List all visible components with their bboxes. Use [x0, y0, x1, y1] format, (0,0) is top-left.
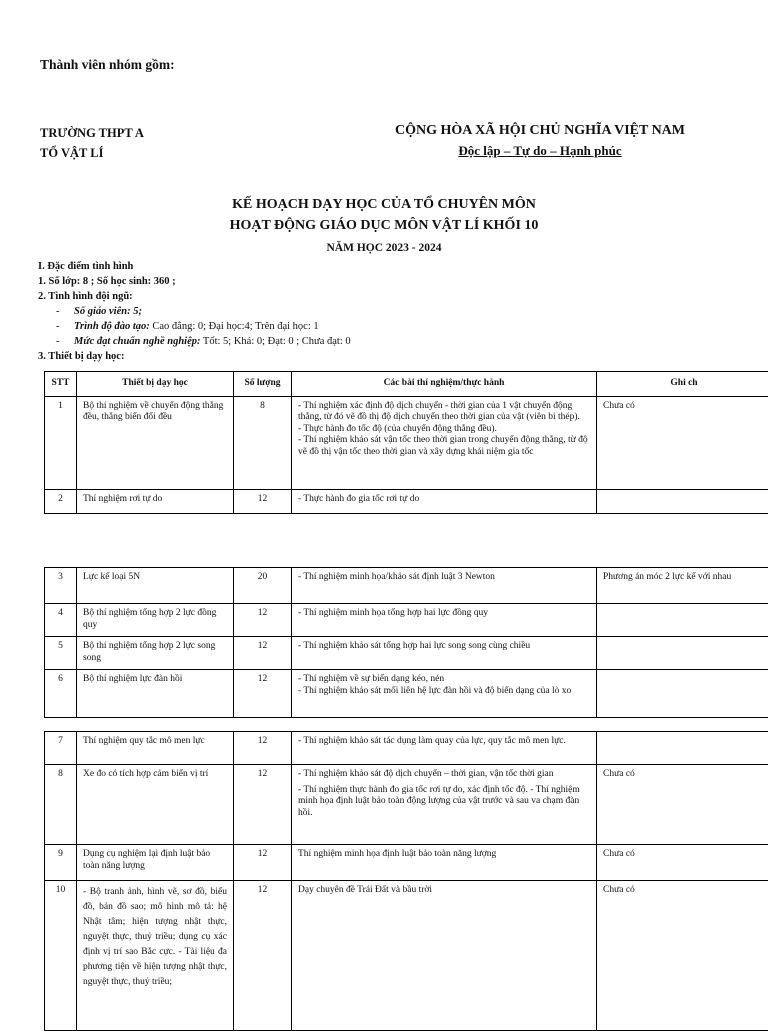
school-block	[40, 123, 144, 163]
class-count: 1. Số lớp: 8 ; Số học sinh: 360 ;	[38, 275, 351, 290]
table-row: 9 Dụng cụ nghiệm lại định luật bảo toàn năng lượng 12 Thí nghiệm minh họa định luật bảo toàn năng lượng Chưa có	[45, 845, 768, 881]
table-row: 10 - Bộ tranh ảnh, hình vẽ, sơ đồ, biểu đồ, bản đồ sao; mô hình mô tả: hệ Nhật tâm; hiện tượng nhật thực, nguyệt thực, thuỷ triều; dụng cụ xác định vị trí sao Bắc cực. - Tài liệu đa phương tiện về hiện tượng nhật thực, nguyệt thực, thuỷ triều; 12 Dạy chuyên đề Trái Đất và bầu trời Chưa có	[45, 881, 768, 1031]
equipment-table-part-1	[44, 371, 768, 514]
members-label: Thành viên nhóm gồm:	[40, 57, 175, 73]
teacher-count: - Số giáo viên: 5;	[38, 305, 351, 320]
nation-title: CỘNG HÒA XÃ HỘI CHỦ NGHĨA VIỆT NAM	[370, 121, 710, 141]
table-row: 2 Thí nghiệm rơi tự do 12 - Thực hành đo gia tốc rơi tự do	[45, 489, 768, 513]
header-stt: STT	[45, 372, 77, 397]
table-row: 1 Bộ thí nghiệm về chuyển động thẳng đều, thẳng biến đổi đều 8 - Thí nghiệm xác định độ dịch chuyển - thời gian của 1 vật chuyển động thẳng, từ đó vẽ đồ thị độ dịch chuyển theo thời gian của vật (viên bi thép). - Thực hành đo tốc độ (của chuyển động thẳng đều). - Thí nghiệm khảo sát vận tốc theo thời gian trong chuyển động thẳng, từ độ vẽ đồ thị vận tốc theo thời gian và xây dựng khái niệm gia tốc Chưa có	[45, 396, 768, 489]
school-name: TRƯỜNG THPT A	[40, 123, 144, 143]
section-heading: I. Đặc điểm tình hình	[38, 260, 351, 275]
table-row: 5 Bộ thí nghiệm tổng hợp 2 lực song song 12 - Thí nghiệm khảo sát tổng hợp hai lực song song cùng chiều	[45, 637, 768, 670]
title-line-1: KẾ HOẠCH DẠY HỌC CỦA TỔ CHUYÊN MÔN	[0, 195, 768, 215]
table-row: 3 Lực kế loại 5N 20 - Thí nghiệm minh họa/khảo sát định luật 3 Newton Phương án móc 2 lực kế với nhau	[45, 568, 768, 604]
document-title	[0, 195, 768, 258]
header-notes: Ghi ch	[597, 372, 768, 397]
staff-heading: 2. Tình hình đội ngũ:	[38, 290, 351, 305]
header-quantity: Số lượng	[234, 372, 292, 397]
equipment-table-part-3	[44, 731, 768, 1031]
header-device: Thiết bị dạy học	[77, 372, 234, 397]
title-line-3: NĂM HỌC 2023 - 2024	[0, 238, 768, 258]
situation-section	[38, 260, 351, 365]
nation-motto: Độc lập – Tự do – Hạnh phúc	[458, 143, 621, 158]
title-line-2: HOẠT ĐỘNG GIÁO DỤC MÔN VẬT LÍ KHỐI 10	[0, 215, 768, 236]
department-name: TỔ VẬT LÍ	[40, 143, 144, 163]
nation-block	[370, 121, 710, 161]
table-row: 4 Bộ thí nghiệm tổng hợp 2 lực đồng quy 12 - Thí nghiệm minh họa tổng hợp hai lực đồng quy	[45, 604, 768, 637]
professional-rating: - Mức đạt chuẩn nghề nghiệp: Tốt: 5; Khá: 0; Đạt: 0 ; Chưa đạt: 0	[38, 335, 351, 350]
table-row: 7 Thí nghiệm quy tắc mô men lực 12 - Thí nghiệm khảo sát tác dụng làm quay của lực, quy tắc mô men lực.	[45, 732, 768, 765]
header-labs: Các bài thí nghiệm/thực hành	[292, 372, 597, 397]
equipment-table-part-2	[44, 567, 768, 718]
equipment-heading: 3. Thiết bị dạy học:	[38, 350, 351, 365]
table-row: 8 Xe đo có tích hợp cảm biến vị trí 12 - Thí nghiệm khảo sát độ dịch chuyển – thời gian, vận tốc thời gian - Thí nghiệm thực hành đo gia tốc rơi tự do, xác định tốc độ. - Thí nghiệm minh họa định luật bảo toàn động lượng của vật trước và sau va chạm đàn hồi. Chưa có	[45, 765, 768, 845]
table-row: 6 Bộ thí nghiệm lực đàn hồi 12 - Thí nghiệm về sự biến dạng kéo, nén - Thí nghiệm khảo sát mối liên hệ lực đàn hồi và độ biến dạng của lò xo	[45, 670, 768, 718]
training-level: - Trình độ đào tạo: Cao đẳng: 0; Đại học:4; Trên đại học: 1	[38, 320, 351, 335]
